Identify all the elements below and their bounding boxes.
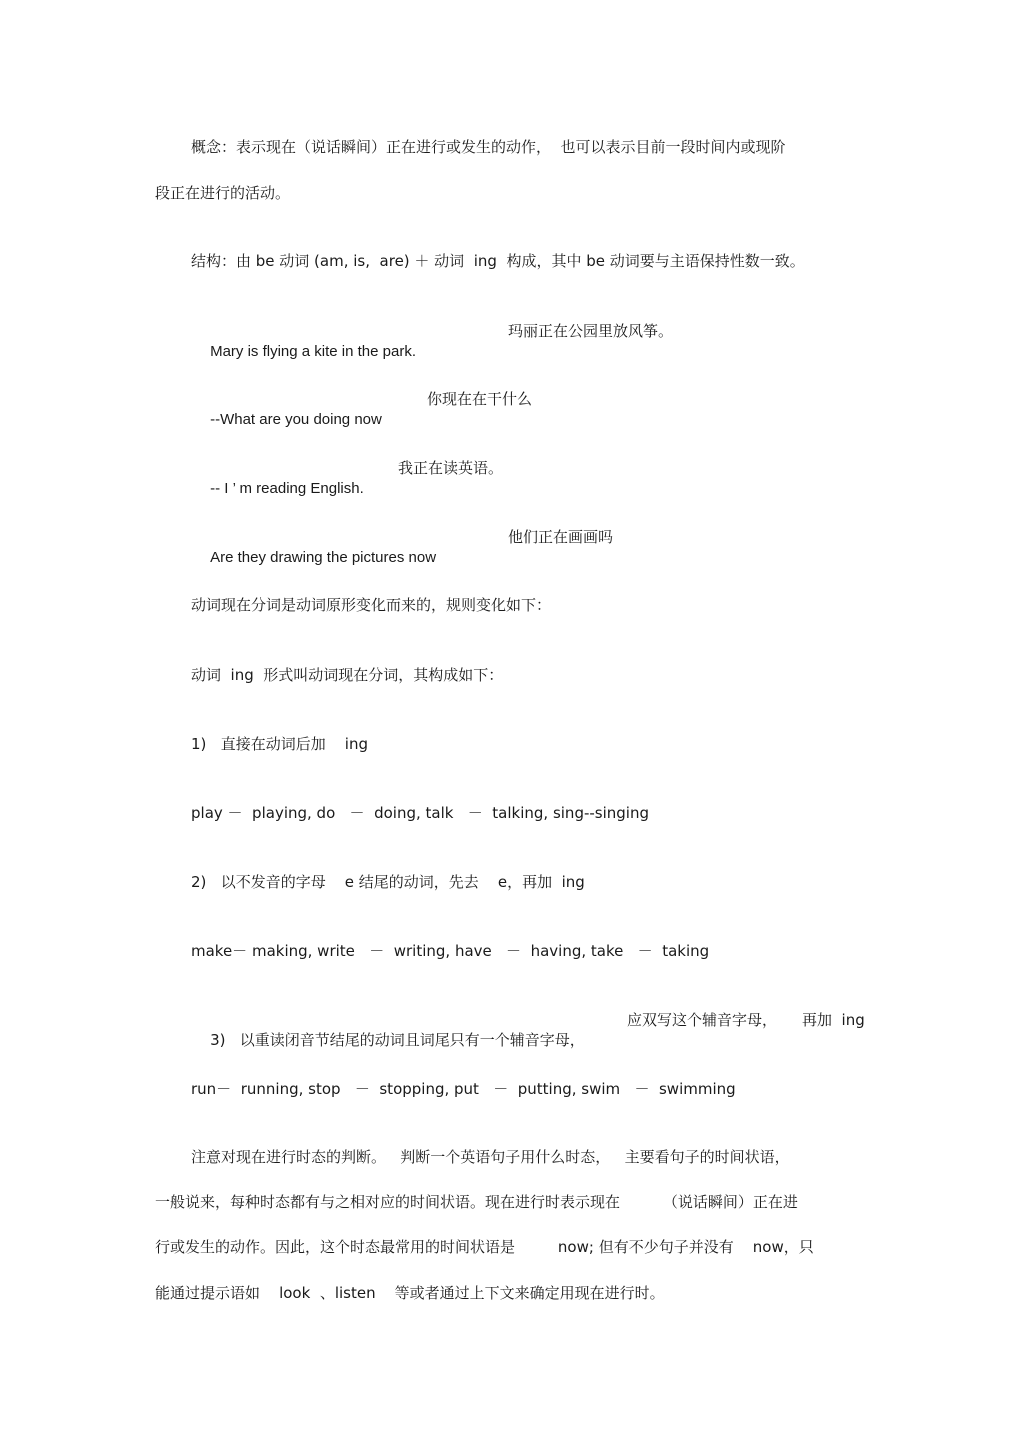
ing-intro: 动词 ing 形式叫动词现在分词，其构成如下：: [191, 666, 504, 684]
example-4-english: Are they drawing the pictures now: [210, 549, 437, 566]
example-3-english: -- I ’ m reading English.: [210, 480, 364, 497]
note-line-2: 一般说来，每种时态都有与之相对应的时间状语。现在进行时表示现在 （说话瞬间）正在进: [155, 1193, 798, 1211]
note-line-4: 能通过提示语如 look 、listen 等或者通过上下文来确定用现在进行时。: [155, 1284, 665, 1302]
example-4-chinese: 他们正在画画吗: [508, 528, 614, 546]
note-line-3: 行或发生的动作。因此，这个时态最常用的时间状语是 now; 但有不少句子并没有 now，只: [155, 1238, 814, 1256]
note-line-1: 注意对现在进行时态的判断。 判断一个英语句子用什么时态， 主要看句子的时间状语，: [191, 1148, 790, 1166]
example-1-chinese: 玛丽正在公园里放风筝。: [508, 322, 674, 340]
rule-3-part-3: 再加 ing: [802, 1011, 865, 1029]
example-2-chinese: 你现在在干什么: [427, 390, 533, 408]
rule-3-part-2: 应双写这个辅音字母，: [627, 1011, 778, 1029]
rule-3-part-1: 3) 以重读闭音节结尾的动词且词尾只有一个辅音字母，: [210, 1031, 585, 1049]
example-2-english: --What are you doing now: [210, 411, 382, 428]
example-3-chinese: 我正在读英语。: [398, 459, 504, 477]
rule-2-examples: make－ making, write － writing, have － having, take － taking: [191, 942, 710, 960]
example-1-english: Mary is flying a kite in the park.: [210, 343, 416, 360]
concept-text-line-2: 段正在进行的活动。: [155, 184, 291, 202]
rule-2: 2) 以不发音的字母 e 结尾的动词，先去 e，再加 ing: [191, 873, 585, 891]
rule-1: 1) 直接在动词后加 ing: [191, 735, 368, 753]
concept-text-line-1: 概念：表示现在（说话瞬间）正在进行或发生的动作， 也可以表示目前一段时间内或现阶: [191, 138, 786, 156]
structure-text: 结构：由 be 动词 (am, is, are) ＋ 动词 ing 构成，其中 be 动词要与主语保持性数一致。: [191, 252, 805, 270]
rule-3-examples: run－ running, stop － stopping, put － putting, swim － swimming: [191, 1080, 736, 1098]
rule-1-examples: play － playing, do － doing, talk － talking, sing--singing: [191, 804, 649, 822]
rule-intro: 动词现在分词是动词原形变化而来的，规则变化如下：: [191, 596, 552, 614]
